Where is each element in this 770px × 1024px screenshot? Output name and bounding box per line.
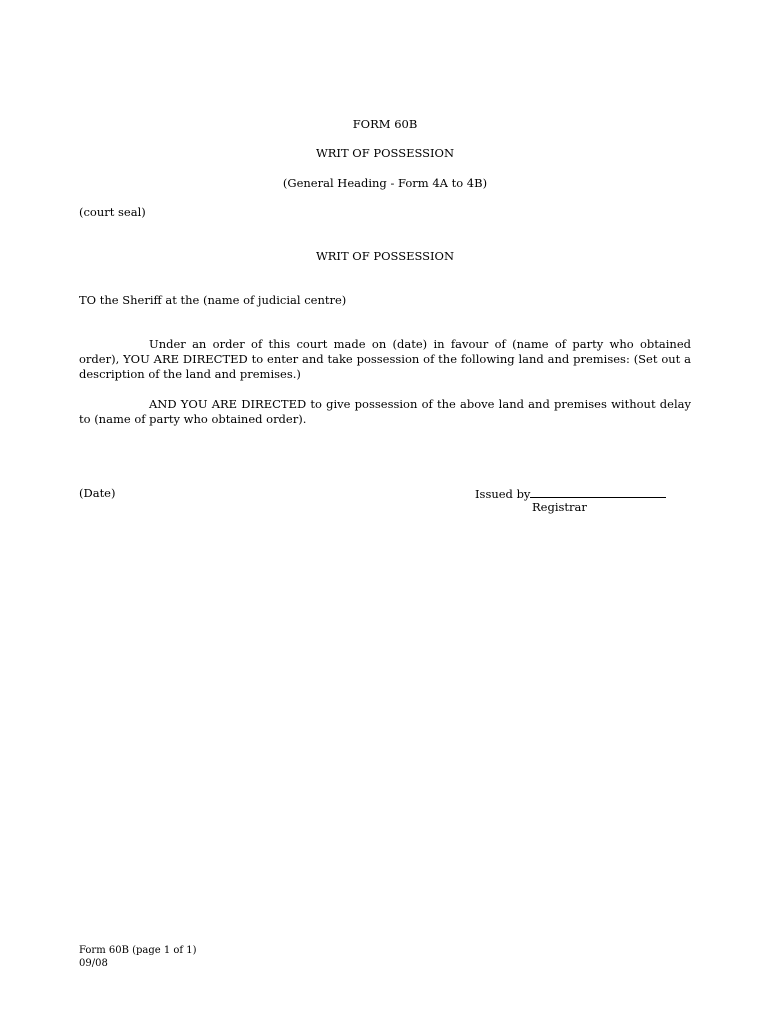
footer-page-info: Form 60B (page 1 of 1) bbox=[79, 945, 197, 956]
form-number: FORM 60B bbox=[352, 117, 418, 131]
general-heading: (General Heading - Form 4A to 4B) bbox=[282, 176, 488, 190]
issued-by-label: Issued by bbox=[475, 487, 531, 501]
document-subtitle: WRIT OF POSSESSION bbox=[315, 249, 455, 263]
order-paragraph: Under an order of this court made on (date) in favour of (name of party who obtained order), YOU ARE DIRECTED to enter and take possession of the following land and premises: (Set out a description of the land and premises.) bbox=[79, 337, 691, 381]
court-seal-label: (court seal) bbox=[79, 205, 146, 219]
footer-revision: 09/08 bbox=[79, 958, 108, 969]
document-title: WRIT OF POSSESSION bbox=[315, 146, 455, 160]
page-footer bbox=[79, 944, 197, 970]
directive-paragraph: AND YOU ARE DIRECTED to give possession of the above land and premises without delay to (name of party who obtained order). bbox=[79, 397, 691, 426]
date-label: (Date) bbox=[79, 486, 116, 500]
registrar-label: Registrar bbox=[532, 500, 587, 514]
addressee-line: TO the Sheriff at the (name of judicial centre) bbox=[79, 293, 347, 307]
signature-line bbox=[530, 486, 666, 498]
